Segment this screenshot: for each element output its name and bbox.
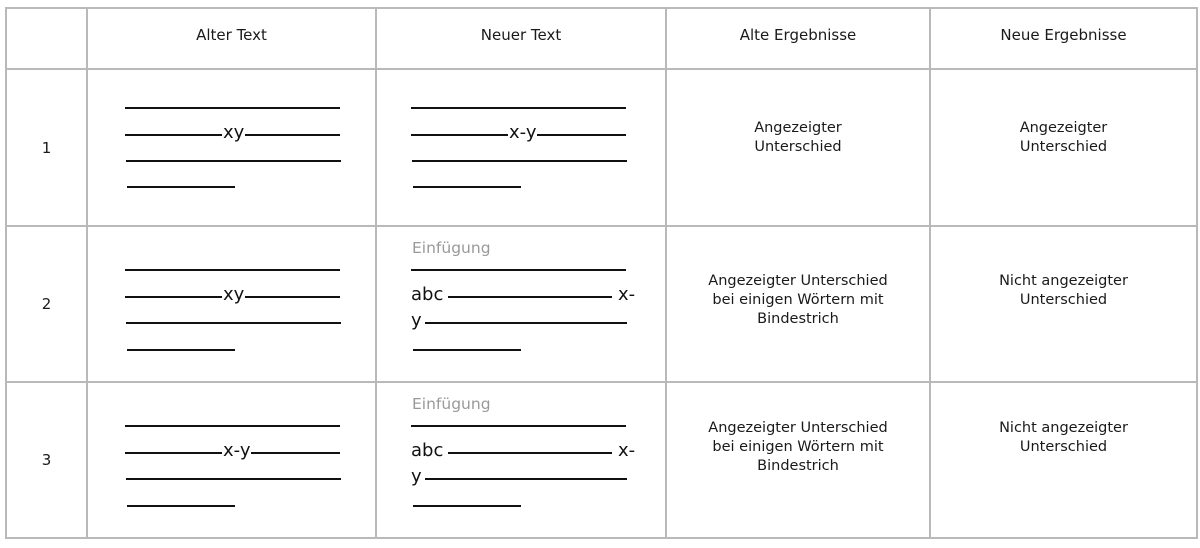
old-result-text	[667, 119, 929, 157]
text-line	[413, 349, 521, 351]
new-result-text	[931, 419, 1196, 457]
old-result-cell	[666, 69, 930, 226]
text-line	[125, 107, 340, 109]
text-line	[126, 160, 341, 162]
header-old-text-label: Alter Text	[196, 25, 267, 44]
header-row	[6, 8, 1197, 69]
new-result-text	[931, 272, 1196, 310]
text-line	[127, 186, 235, 188]
text-line	[126, 322, 341, 324]
text-line	[425, 322, 627, 324]
result-line: bei einigen Wörtern mit	[712, 292, 884, 308]
header-old-text	[87, 8, 376, 69]
old-text-cell	[87, 226, 376, 382]
result-line: Nicht angezeigter	[999, 273, 1128, 289]
header-number	[6, 8, 87, 69]
text-line	[448, 452, 612, 454]
insertion-label: Einfügung	[412, 239, 491, 257]
text-line	[448, 296, 612, 298]
new-result-text	[931, 119, 1196, 157]
inserted-word: abc	[411, 284, 444, 305]
text-line	[425, 478, 627, 480]
table-row	[6, 69, 1197, 226]
old-result-cell	[666, 382, 930, 538]
text-line	[411, 107, 626, 109]
text-line	[127, 349, 235, 351]
row-number: 3	[6, 382, 87, 538]
result-line: Unterschied	[1019, 292, 1108, 308]
header-new-results-label: Neue Ergebnisse	[1000, 25, 1127, 44]
table-row	[6, 226, 1197, 382]
text-line	[412, 160, 627, 162]
table-row	[6, 382, 1197, 538]
result-line: Unterschied	[754, 139, 842, 155]
header-new-results	[930, 8, 1197, 69]
result-line: Unterschied	[1019, 139, 1108, 155]
old-text-cell	[87, 69, 376, 226]
inserted-word: abc	[411, 440, 444, 461]
header-new-text-label: Neuer Text	[480, 25, 562, 44]
text-lines-diagram	[88, 70, 375, 225]
text-lines-diagram	[377, 227, 665, 381]
text-line	[411, 269, 626, 271]
result-line: Bindestrich	[757, 311, 839, 327]
row-number: 2	[6, 226, 87, 382]
old-result-cell	[666, 226, 930, 382]
text-line	[125, 269, 340, 271]
new-text-cell	[376, 69, 666, 226]
text-line	[127, 505, 235, 507]
result-line: Nicht angezeigter	[999, 420, 1128, 436]
comparison-table	[5, 7, 1198, 539]
result-line: Bindestrich	[757, 458, 839, 474]
hyphen-part-1: x-	[618, 440, 636, 461]
text-line	[413, 505, 521, 507]
header-old-results-label: Alte Ergebnisse	[739, 25, 857, 44]
word-label: x-y	[509, 122, 537, 143]
text-lines-diagram	[88, 383, 375, 537]
result-line: bei einigen Wörtern mit	[712, 439, 884, 455]
hyphen-part-1: x-	[618, 284, 636, 305]
text-line	[413, 186, 521, 188]
result-line: Unterschied	[1019, 439, 1108, 455]
text-line	[411, 425, 626, 427]
insertion-label: Einfügung	[412, 395, 491, 413]
header-new-text	[376, 8, 666, 69]
text-lines-diagram	[88, 227, 375, 381]
header-old-results	[666, 8, 930, 69]
text-lines-diagram	[377, 383, 665, 537]
old-result-text	[667, 272, 929, 329]
text-line	[126, 478, 341, 480]
new-text-cell	[376, 382, 666, 538]
result-line: Angezeigter Unterschied	[708, 420, 888, 436]
new-text-cell	[376, 226, 666, 382]
word-label: xy	[223, 122, 245, 143]
text-line	[125, 425, 340, 427]
result-line: Angezeigter	[754, 120, 842, 136]
new-result-cell	[930, 226, 1197, 382]
row-number: 1	[6, 69, 87, 226]
old-text-cell	[87, 382, 376, 538]
word-label: xy	[223, 284, 245, 305]
result-line: Angezeigter Unterschied	[708, 273, 888, 289]
hyphen-part-2: y	[411, 310, 422, 331]
text-lines-diagram	[377, 70, 665, 225]
new-result-cell	[930, 69, 1197, 226]
old-result-text	[667, 419, 929, 476]
new-result-cell	[930, 382, 1197, 538]
hyphen-part-2: y	[411, 466, 422, 487]
word-label: x-y	[223, 440, 251, 461]
result-line: Angezeigter	[1019, 120, 1108, 136]
